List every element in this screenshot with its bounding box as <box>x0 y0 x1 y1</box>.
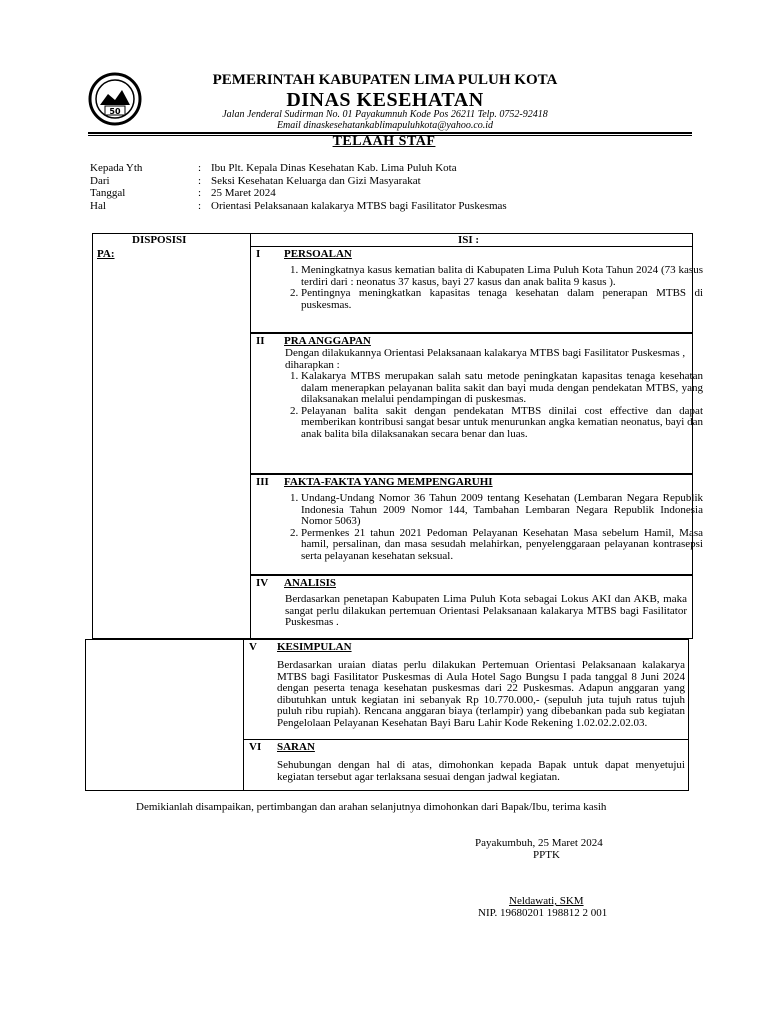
meta-value: Orientasi Pelaksanaan kalakarya MTBS bagi Fasilitator Puskesmas <box>211 199 507 212</box>
section-number: V <box>249 641 257 653</box>
meta-key: Hal <box>90 199 106 212</box>
section-title: ANALISIS <box>284 577 336 589</box>
section-fakta <box>250 474 703 575</box>
section-number: VI <box>249 741 262 753</box>
header-address <box>150 109 620 131</box>
section-title: PERSOALAN <box>284 248 352 260</box>
pra-anggapan-intro: Dengan dilakukannya Orientasi Pelaksanaan kalakarya MTBS bagi Fasilitator Puskesmas , diharapkan : <box>285 347 686 371</box>
section-number: I <box>256 248 261 260</box>
section-number: III <box>256 476 269 488</box>
section-title: FAKTA-FAKTA YANG MEMPENGARUHI <box>284 476 493 488</box>
section-kesimpulan <box>243 639 689 740</box>
disposisi-label: DISPOSISI <box>132 234 187 246</box>
list-item: 1. Kalakarya MTBS merupakan salah satu metode peningkatan kapasitas tenaga kesehatan dalam menerapkan pelayanan balita sakit dan bayi muda dengan pendekatan MTBS, yang dilaksanakan melalui pendampingan di puskesmas. <box>301 371 703 406</box>
list-item: 1. Undang-Undang Nomor 36 Tahun 2009 tentang Kesehatan (Lembaran Negara Republik Indonesia Tahun 2009 Nomor 144, Tambahan Lembaran Negara Republik Indonesia Nomor 5063) <box>301 493 703 528</box>
list-item: 2. Permenkes 21 tahun 2021 Pedoman Pelayanan Kesehatan Masa sebelum Hamil, Masa hamil, persalinan, dan masa sesudah melahirkan, penyelenggaraan pelayanan kontrasepsi serta pelayanan kesehatan seksual. <box>301 528 703 563</box>
pra-anggapan-list <box>285 371 703 440</box>
email-line: Email dinaskesehatankablimapuluhkota@yahoo.co.id <box>276 120 494 131</box>
section-analisis <box>250 575 693 639</box>
address-line: Jalan Jenderal Sudirman No. 01 Payakumnuh Kode Pos 26211 Telp. 0752-92418 <box>222 109 548 120</box>
government-seal-logo <box>88 72 142 126</box>
isi-label: ISI : <box>458 234 480 246</box>
closing-statement: Demikianlah disampaikan, pertimbangan dan arahan selanjutnya dimohonkan dari Bapak/Ibu, terima kasih <box>136 801 607 813</box>
kesimpulan-text: Berdasarkan uraian diatas perlu dilakukan Pertemuan Orientasi Pelaksanaan kalakarya MTBS bagi Fasilitator Puskesmas di Aula Hotel Sago Bungsu I pada tanggal 8 Juni 2024 dengan peserta tenaga kesehatan puskesmas dari 22 Puskesmas. Adapun anggaran yang dibutuhkan untuk kegiatan ini sebanyak Rp 10.770.000,- (sepuluh juta tujuh ratus tujuh puluh ribu rupiah). Rencana anggaran biaya (terlampir) yang dibebankan pada sub kegiatan Pengelolaan Pelayanan Kesehatan Bayi Baru Lahir Kode Rekening 1.02.02.2.02.03. <box>277 659 685 729</box>
section-persoalan <box>250 246 703 333</box>
lower-disposisi-column <box>85 639 244 791</box>
list-item: 2. Pentingnya meningkatkan kapasitas tenaga kesehatan dalam penerapan MTBS di puskesmas. <box>301 288 703 311</box>
section-pra-anggapan <box>250 333 703 474</box>
meta-colon: : <box>198 199 202 212</box>
header-agency: DINAS KESEHATAN <box>286 89 484 111</box>
section-title: KESIMPULAN <box>277 641 352 653</box>
signature-role: PPTK <box>533 849 560 861</box>
list-item: 1. Meningkatnya kasus kematian balita di Kabupaten Lima Puluh Kota Tahun 2024 (73 kasus terdiri dari : neonatus 37 kasus, bayi 27 kasus dan anak balita 9 kasus ). <box>301 265 703 288</box>
section-number: II <box>256 335 265 347</box>
fakta-list <box>285 493 703 562</box>
meta-value: 25 Maret 2024 <box>211 187 276 199</box>
saran-text: Sehubungan dengan hal di atas, dimohonkan kepada Bapak untuk dapat menyetujui kegiatan tersebut agar terlaksana sesuai dengan jadwal kegiatan. <box>277 759 685 783</box>
meta-row <box>90 162 507 175</box>
meta-row <box>90 187 507 200</box>
section-saran <box>243 739 689 791</box>
meta-key: Dari <box>90 174 110 187</box>
meta-value: Ibu Plt. Kepala Dinas Kesehatan Kab. Lima Puluh Kota <box>211 162 457 174</box>
disposisi-column <box>92 233 251 639</box>
section-title: PRA ANGGAPAN <box>284 335 371 347</box>
meta-colon: : <box>198 162 202 174</box>
memo-meta <box>90 162 507 212</box>
signature-name: Neldawati, SKM <box>509 895 584 907</box>
header-government: PEMERINTAH KABUPATEN LIMA PULUH KOTA <box>212 72 558 88</box>
pa-label: PA: <box>97 248 115 260</box>
meta-key: Kepada Yth <box>90 162 143 174</box>
section-number: IV <box>256 577 269 589</box>
section-title: SARAN <box>277 741 315 753</box>
meta-colon: : <box>198 187 202 199</box>
signature-place-date: Payakumbuh, 25 Maret 2024 <box>475 837 603 849</box>
meta-row <box>90 175 507 188</box>
document-title: TELAAH STAF <box>332 134 436 149</box>
signature-nip: NIP. 19680201 198812 2 001 <box>478 907 608 919</box>
analisis-text: Berdasarkan penetapan Kabupaten Lima Puluh Kota sebagai Lokus AKI dan AKB, maka sangat perlu dilakukan pertemuan Orientasi Pelaksanaan kalakarya MTBS bagi Fasilitator Puskesmas . <box>285 593 687 628</box>
list-item: 2. Pelayanan balita sakit dengan pendekatan MTBS dinilai cost effective dan dapat memberikan kontribusi sangat besar untuk menurunkan angka kematian neonatus, bayi dan anak balita bila dilaksanakan secara benar dan luas. <box>301 406 703 441</box>
meta-value: Seksi Kesehatan Keluarga dan Gizi Masyarakat <box>211 174 421 187</box>
persoalan-list <box>285 265 703 311</box>
seal-number: 50 <box>109 107 121 116</box>
meta-row <box>90 200 507 213</box>
meta-colon: : <box>198 174 202 187</box>
meta-key: Tanggal <box>90 187 126 199</box>
